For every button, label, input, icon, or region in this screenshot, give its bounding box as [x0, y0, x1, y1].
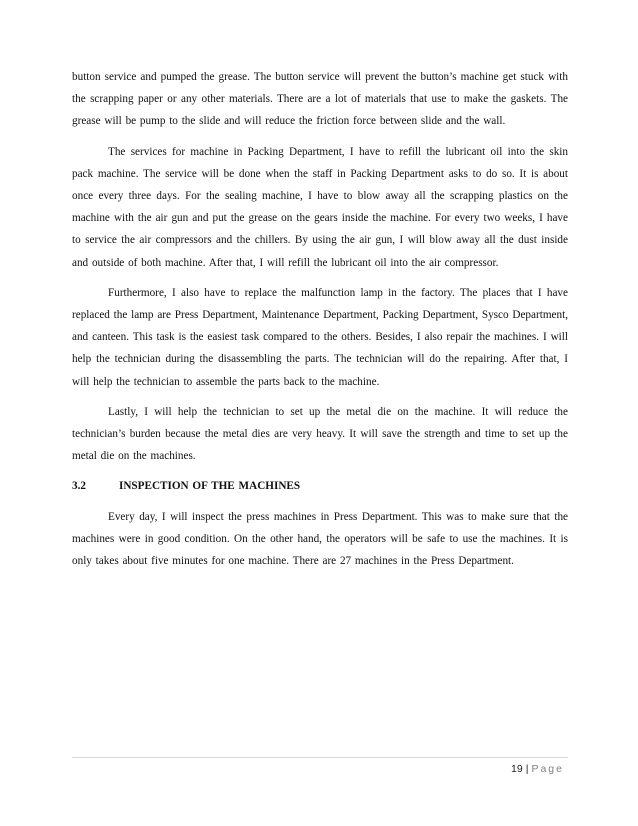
page-body — [72, 66, 568, 580]
page-footer — [511, 763, 564, 775]
section-title: INSPECTION OF THE MACHINES — [119, 480, 301, 493]
section-heading — [72, 475, 568, 497]
page-label: Page — [531, 763, 564, 775]
footer-divider — [72, 757, 568, 758]
footer-separator: | — [525, 763, 529, 775]
section-number: 3.2 — [72, 480, 86, 493]
paragraph-metal-die: Lastly, I will help the technician to set up the metal die on the machine. It will reduce the technician’s burden because the metal dies are very heavy. It will save the strength and time to set up the metal die on the machines. — [72, 405, 568, 463]
paragraph-inspection: Every day, I will inspect the press machines in Press Department. This was to make sure that the machines were in good condition. On the other hand, the operators will be safe to use the machines. It is only takes about five minutes for one machine. There are 27 machines in the Press Department. — [72, 510, 568, 568]
paragraph-button-service: button service and pumped the grease. The button service will prevent the button’s machine get stuck with the scrapping paper or any other materials. There are a lot of materials that use to make the gaskets. The grease will be pump to the slide and will reduce the friction force between slide and the wall. — [72, 71, 568, 128]
page-number: 19 — [511, 763, 523, 775]
paragraph-packing-services: The services for machine in Packing Department, I have to refill the lubricant oil into the skin pack machine. The service will be done when the staff in Packing Department asks to do so. It is about once every three days. For the sealing machine, I have to blow away all the scrapping plastics on the machine with the air gun and put the grease on the gears inside the machine. For every two weeks, I have to service the air compressors and the chillers. By using the air gun, I will blow away all the dust inside and outside of both machine. After that, I will refill the lubricant oil into the air compressor. — [72, 145, 568, 269]
paragraph-lamp-replacement: Furthermore, I also have to replace the malfunction lamp in the factory. The places that I have replaced the lamp are Press Department, Maintenance Department, Packing Department, Sysco Department, and canteen. This task is the easiest task compared to the others. Besides, I also repair the machines. I will help the technician during the disassembling the parts. The technician will do the repairing. After that, I will help the technician to assemble the parts back to the machine. — [72, 286, 568, 388]
